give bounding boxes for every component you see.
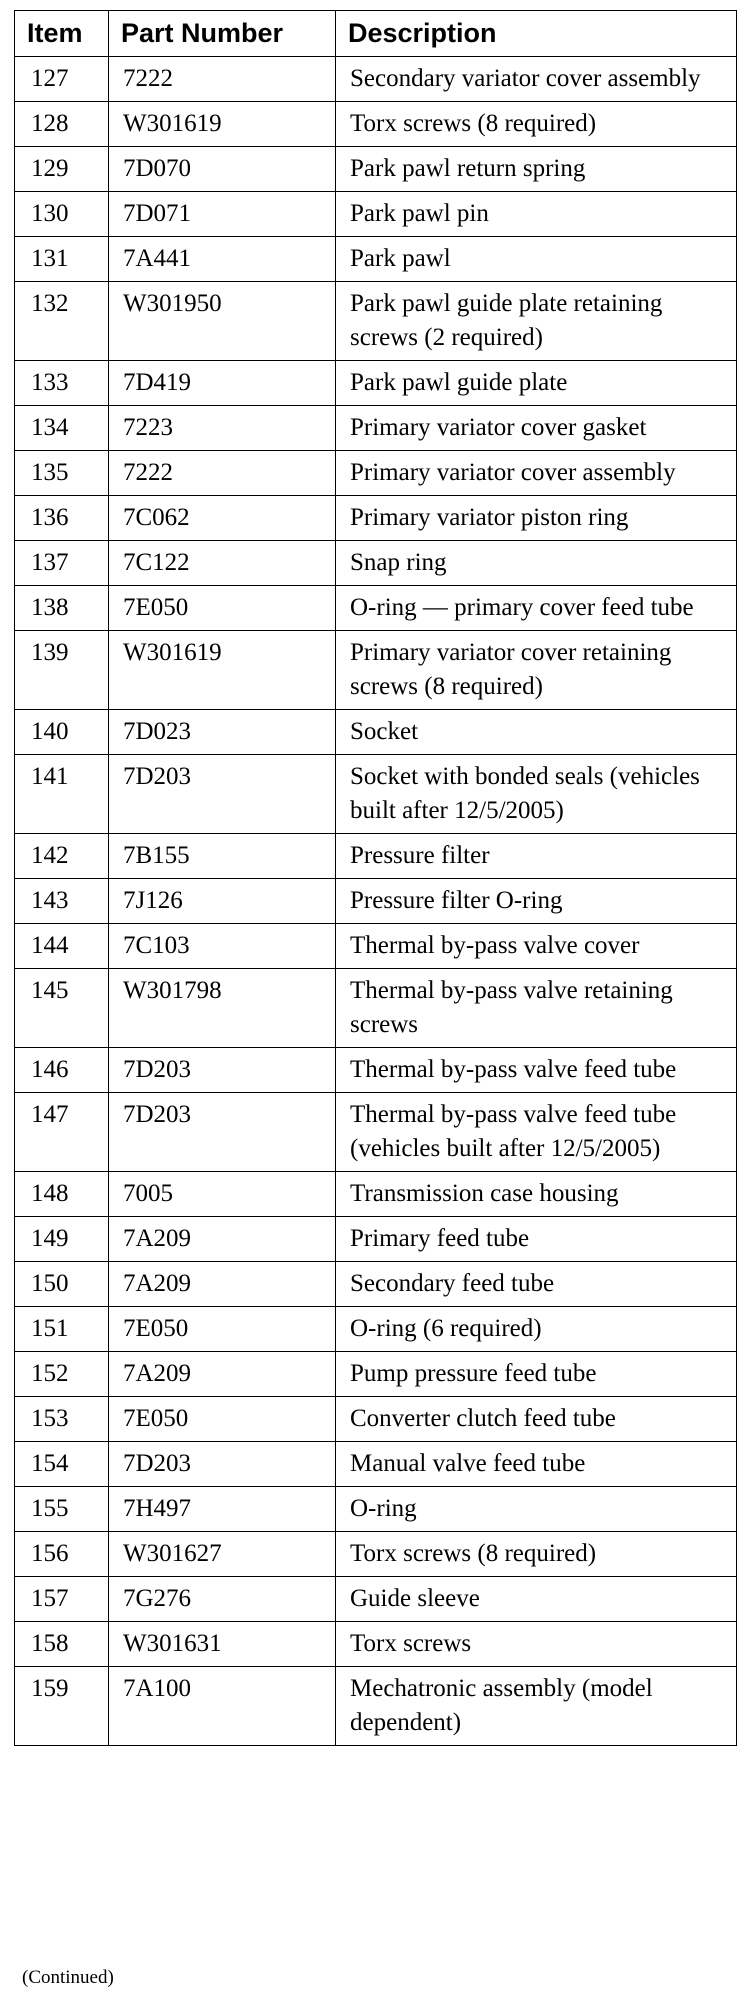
description-cell: Pressure filter — [336, 834, 737, 879]
part-number-cell: 7D419 — [109, 361, 336, 406]
description-cell: Pump pressure feed tube — [336, 1352, 737, 1397]
part-number-cell: 7222 — [109, 451, 336, 496]
table-row — [15, 1667, 737, 1746]
item-cell: 146 — [15, 1048, 109, 1093]
table-row — [15, 1307, 737, 1352]
description-cell: Park pawl guide plate — [336, 361, 737, 406]
part-number-cell: 7D070 — [109, 147, 336, 192]
part-number-cell: 7A209 — [109, 1262, 336, 1307]
description-cell: Thermal by-pass valve cover — [336, 924, 737, 969]
description-cell: Socket — [336, 710, 737, 755]
part-number-cell: 7223 — [109, 406, 336, 451]
table-row — [15, 1622, 737, 1667]
item-cell: 127 — [15, 57, 109, 102]
description-cell: O-ring — primary cover feed tube — [336, 586, 737, 631]
table-row — [15, 1217, 737, 1262]
part-number-cell: 7C062 — [109, 496, 336, 541]
item-cell: 155 — [15, 1487, 109, 1532]
item-cell: 136 — [15, 496, 109, 541]
description-cell: Primary feed tube — [336, 1217, 737, 1262]
item-cell: 151 — [15, 1307, 109, 1352]
table-row — [15, 147, 737, 192]
description-cell: O-ring (6 required) — [336, 1307, 737, 1352]
part-number-cell: 7D203 — [109, 1442, 336, 1487]
description-cell: Transmission case housing — [336, 1172, 737, 1217]
description-cell: Secondary variator cover assembly — [336, 57, 737, 102]
part-number-cell: W301798 — [109, 969, 336, 1048]
item-cell: 144 — [15, 924, 109, 969]
table-row — [15, 57, 737, 102]
parts-table — [14, 10, 737, 1746]
part-number-cell: 7A209 — [109, 1352, 336, 1397]
item-cell: 147 — [15, 1093, 109, 1172]
part-number-cell: 7D071 — [109, 192, 336, 237]
item-cell: 148 — [15, 1172, 109, 1217]
header-row — [15, 11, 737, 57]
description-cell: Thermal by-pass valve feed tube — [336, 1048, 737, 1093]
part-number-cell: W301950 — [109, 282, 336, 361]
column-header-description: Description — [336, 11, 737, 57]
part-number-cell: 7B155 — [109, 834, 336, 879]
item-cell: 143 — [15, 879, 109, 924]
description-cell: Thermal by-pass valve feed tube (vehicles built after 12/5/2005) — [336, 1093, 737, 1172]
part-number-cell: 7A209 — [109, 1217, 336, 1262]
continued-note: (Continued) — [22, 1967, 114, 1988]
description-cell: Guide sleeve — [336, 1577, 737, 1622]
description-cell: Primary variator cover gasket — [336, 406, 737, 451]
item-cell: 152 — [15, 1352, 109, 1397]
item-cell: 139 — [15, 631, 109, 710]
item-cell: 145 — [15, 969, 109, 1048]
description-cell: Park pawl pin — [336, 192, 737, 237]
part-number-cell: W301619 — [109, 102, 336, 147]
item-cell: 129 — [15, 147, 109, 192]
part-number-cell: 7E050 — [109, 586, 336, 631]
table-row — [15, 834, 737, 879]
table-row — [15, 1352, 737, 1397]
column-header-item: Item — [15, 11, 109, 57]
item-cell: 133 — [15, 361, 109, 406]
item-cell: 158 — [15, 1622, 109, 1667]
table-row — [15, 406, 737, 451]
table-row — [15, 1532, 737, 1577]
item-cell: 131 — [15, 237, 109, 282]
description-cell: Torx screws (8 required) — [336, 102, 737, 147]
item-cell: 135 — [15, 451, 109, 496]
item-cell: 157 — [15, 1577, 109, 1622]
part-number-cell: 7D203 — [109, 1093, 336, 1172]
description-cell: Park pawl guide plate retaining screws (2 required) — [336, 282, 737, 361]
part-number-cell: 7H497 — [109, 1487, 336, 1532]
part-number-cell: W301631 — [109, 1622, 336, 1667]
item-cell: 128 — [15, 102, 109, 147]
table-row — [15, 1093, 737, 1172]
part-number-cell: 7005 — [109, 1172, 336, 1217]
table-row — [15, 1487, 737, 1532]
table-row — [15, 496, 737, 541]
table-row — [15, 1577, 737, 1622]
part-number-cell: 7J126 — [109, 879, 336, 924]
table-row — [15, 879, 737, 924]
table-row — [15, 1397, 737, 1442]
table-row — [15, 1172, 737, 1217]
item-cell: 140 — [15, 710, 109, 755]
table-row — [15, 282, 737, 361]
table-row — [15, 755, 737, 834]
item-cell: 149 — [15, 1217, 109, 1262]
part-number-cell: 7D023 — [109, 710, 336, 755]
table-row — [15, 451, 737, 496]
part-number-cell: 7G276 — [109, 1577, 336, 1622]
table-row — [15, 710, 737, 755]
part-number-cell: 7D203 — [109, 755, 336, 834]
item-cell: 141 — [15, 755, 109, 834]
description-cell: O-ring — [336, 1487, 737, 1532]
description-cell: Pressure filter O-ring — [336, 879, 737, 924]
item-cell: 150 — [15, 1262, 109, 1307]
table-row — [15, 586, 737, 631]
part-number-cell: 7E050 — [109, 1397, 336, 1442]
column-header-part-number: Part Number — [109, 11, 336, 57]
table-row — [15, 237, 737, 282]
part-number-cell: W301627 — [109, 1532, 336, 1577]
description-cell: Primary variator piston ring — [336, 496, 737, 541]
description-cell: Park pawl return spring — [336, 147, 737, 192]
item-cell: 137 — [15, 541, 109, 586]
table-row — [15, 1442, 737, 1487]
description-cell: Manual valve feed tube — [336, 1442, 737, 1487]
description-cell: Snap ring — [336, 541, 737, 586]
part-number-cell: 7C122 — [109, 541, 336, 586]
part-number-cell: 7222 — [109, 57, 336, 102]
item-cell: 132 — [15, 282, 109, 361]
table-row — [15, 1262, 737, 1307]
description-cell: Thermal by-pass valve retaining screws — [336, 969, 737, 1048]
item-cell: 134 — [15, 406, 109, 451]
description-cell: Primary variator cover assembly — [336, 451, 737, 496]
table-row — [15, 1048, 737, 1093]
table-row — [15, 924, 737, 969]
table-header — [15, 11, 737, 57]
table-row — [15, 361, 737, 406]
part-number-cell: 7A441 — [109, 237, 336, 282]
table-row — [15, 631, 737, 710]
part-number-cell: 7A100 — [109, 1667, 336, 1746]
description-cell: Mechatronic assembly (model dependent) — [336, 1667, 737, 1746]
description-cell: Park pawl — [336, 237, 737, 282]
item-cell: 138 — [15, 586, 109, 631]
description-cell: Torx screws (8 required) — [336, 1532, 737, 1577]
table-body — [15, 57, 737, 1746]
description-cell: Converter clutch feed tube — [336, 1397, 737, 1442]
table-row — [15, 102, 737, 147]
description-cell: Secondary feed tube — [336, 1262, 737, 1307]
table-row — [15, 969, 737, 1048]
description-cell: Torx screws — [336, 1622, 737, 1667]
part-number-cell: 7C103 — [109, 924, 336, 969]
part-number-cell: 7D203 — [109, 1048, 336, 1093]
item-cell: 142 — [15, 834, 109, 879]
part-number-cell: W301619 — [109, 631, 336, 710]
description-cell: Primary variator cover retaining screws (8 required) — [336, 631, 737, 710]
part-number-cell: 7E050 — [109, 1307, 336, 1352]
item-cell: 156 — [15, 1532, 109, 1577]
table-row — [15, 192, 737, 237]
table-row — [15, 541, 737, 586]
description-cell: Socket with bonded seals (vehicles built after 12/5/2005) — [336, 755, 737, 834]
item-cell: 154 — [15, 1442, 109, 1487]
item-cell: 159 — [15, 1667, 109, 1746]
item-cell: 153 — [15, 1397, 109, 1442]
item-cell: 130 — [15, 192, 109, 237]
